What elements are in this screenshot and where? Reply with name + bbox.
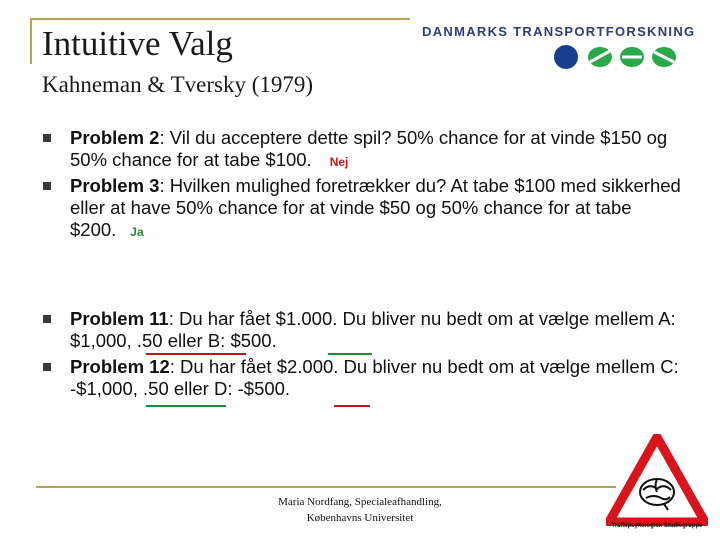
problem-3-label: Problem 3 [70, 175, 160, 196]
sign-caption: Trafikpsykologisk Studiegruppe [611, 523, 703, 529]
logo-blue-dot-icon [554, 45, 578, 69]
problem-12-item [70, 356, 690, 400]
answer-nej: Nej [329, 155, 349, 169]
bullet-icon [43, 134, 51, 142]
footer-line [36, 486, 616, 488]
problem-11-label: Problem 11 [70, 308, 169, 329]
problem-2-item [70, 127, 690, 173]
logo-icon [548, 42, 684, 72]
footer-line-2: Københavns Universitet [306, 512, 414, 524]
problem-2-label: Problem 2 [70, 127, 160, 148]
option-a-underline [146, 353, 246, 355]
logo-green-marks-icon [588, 47, 676, 67]
warning-brain-sign-icon [606, 434, 708, 526]
bullet-icon [43, 182, 51, 190]
header-frame-vertical [30, 18, 32, 64]
slide-subtitle: Kahneman & Tversky (1979) [42, 72, 314, 97]
bullet-icon [43, 363, 51, 371]
problem-11-item [70, 308, 690, 352]
answer-ja: Ja [130, 225, 144, 239]
footer-line-1: Maria Nordfang, Specialeafhandling, [278, 496, 442, 508]
problem-12-label: Problem 12 [70, 356, 170, 377]
option-c-underline [146, 405, 226, 407]
problem-12-text: : Du har fået $2.000. Du bliver nu bedt om at vælge mellem C: -$1,000, .50 eller D: -$500. [70, 356, 679, 399]
problem-2-text: : Vil du acceptere dette spil? 50% chance for at vinde $150 og 50% chance for at tabe $100. [70, 127, 668, 170]
logo-text: DANMARKS TRANSPORTFORSKNING [422, 24, 696, 39]
footer-credit [240, 494, 480, 526]
slide-title: Intuitive Valg [42, 24, 233, 63]
option-b-underline [328, 353, 372, 355]
bullet-icon [43, 315, 51, 323]
option-d-underline [334, 405, 370, 407]
problem-3-item [70, 175, 690, 243]
problem-11-text: : Du har fået $1.000. Du bliver nu bedt om at vælge mellem A: $1,000, .50 eller B: $500. [70, 308, 676, 351]
problem-3-text: : Hvilken mulighed foretrækker du? At tabe $100 med sikkerhed eller at have 50% chance for at vinde $50 og 50% chance for at tabe $200. [70, 175, 681, 240]
header-frame-horizontal [30, 18, 410, 20]
